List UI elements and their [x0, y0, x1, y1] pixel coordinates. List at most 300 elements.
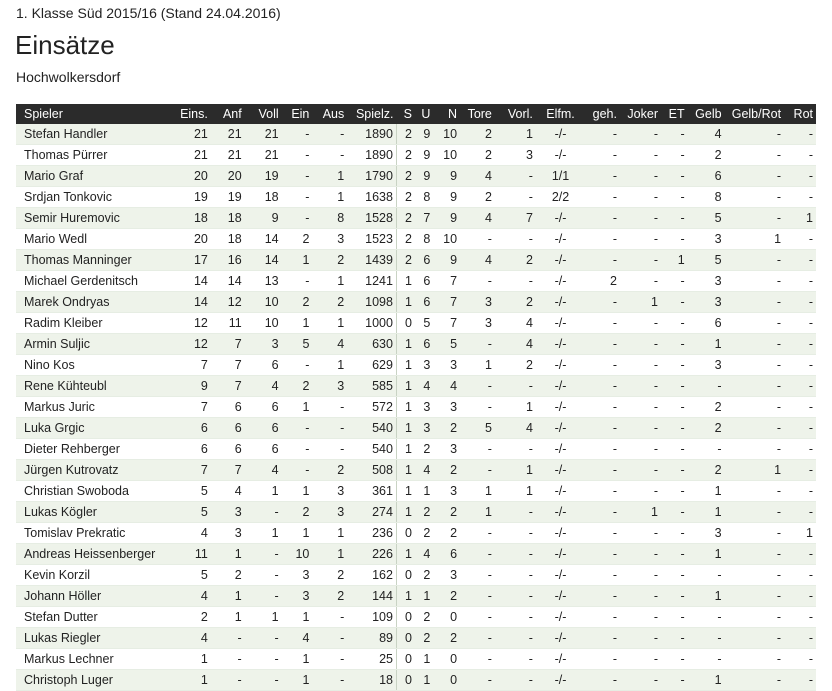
- cell-elfm: 2/2: [536, 187, 585, 208]
- cell-anf: 7: [211, 376, 245, 397]
- cell-elfm: -/-: [536, 313, 585, 334]
- cell-spielz: 630: [347, 334, 396, 355]
- cell-et: -: [661, 124, 688, 145]
- cell-u: 2: [415, 628, 433, 649]
- cell-et: -: [661, 670, 688, 691]
- cell-rot: -: [784, 166, 816, 187]
- cell-n: 2: [433, 523, 460, 544]
- cell-gelb-rot: -: [725, 544, 784, 565]
- cell-voll: 21: [245, 145, 282, 166]
- cell-rot: 1: [784, 208, 816, 229]
- cell-n: 2: [433, 628, 460, 649]
- cell-geh: -: [585, 439, 620, 460]
- cell-u: 8: [415, 187, 433, 208]
- cell-spielz: 361: [347, 481, 396, 502]
- cell-elfm: -/-: [536, 334, 585, 355]
- cell-eins: 21: [170, 124, 211, 145]
- cell-n: 2: [433, 418, 460, 439]
- cell-ein: -: [282, 208, 313, 229]
- cell-anf: -: [211, 628, 245, 649]
- cell-vorl: 1: [495, 397, 536, 418]
- cell-eins: 5: [170, 502, 211, 523]
- cell-joker: -: [620, 313, 661, 334]
- cell-gelb: 4: [688, 124, 725, 145]
- cell-tore: -: [460, 271, 495, 292]
- cell-gelb: 6: [688, 166, 725, 187]
- cell-aus: -: [312, 670, 347, 691]
- cell-ein: 1: [282, 313, 313, 334]
- cell-aus: -: [312, 649, 347, 670]
- cell-n: 9: [433, 187, 460, 208]
- cell-tore: 2: [460, 124, 495, 145]
- cell-et: -: [661, 460, 688, 481]
- cell-gelb: 1: [688, 481, 725, 502]
- cell-u: 6: [415, 250, 433, 271]
- table-row: [16, 376, 816, 397]
- cell-u: 6: [415, 334, 433, 355]
- cell-s: 1: [396, 460, 414, 481]
- cell-vorl: 1: [495, 460, 536, 481]
- cell-rot: -: [784, 586, 816, 607]
- cell-eins: 2: [170, 607, 211, 628]
- cell-et: -: [661, 628, 688, 649]
- cell-gelb-rot: 1: [725, 229, 784, 250]
- cell-geh: -: [585, 292, 620, 313]
- cell-elfm: -/-: [536, 208, 585, 229]
- cell-vorl: 1: [495, 124, 536, 145]
- cell-n: 3: [433, 565, 460, 586]
- cell-aus: -: [312, 607, 347, 628]
- cell-u: 3: [415, 355, 433, 376]
- cell-eins: 14: [170, 271, 211, 292]
- cell-rot: -: [784, 124, 816, 145]
- cell-elfm: -/-: [536, 229, 585, 250]
- cell-voll: -: [245, 670, 282, 691]
- column-header-s: S: [396, 104, 414, 124]
- cell-eins: 11: [170, 544, 211, 565]
- cell-s: 0: [396, 523, 414, 544]
- cell-rot: -: [784, 355, 816, 376]
- cell-joker: -: [620, 376, 661, 397]
- cell-anf: 6: [211, 418, 245, 439]
- cell-u: 4: [415, 376, 433, 397]
- cell-elfm: -/-: [536, 124, 585, 145]
- cell-vorl: -: [495, 502, 536, 523]
- cell-n: 6: [433, 544, 460, 565]
- cell-eins: 7: [170, 397, 211, 418]
- cell-et: -: [661, 355, 688, 376]
- cell-vorl: -: [495, 523, 536, 544]
- cell-geh: -: [585, 397, 620, 418]
- table-row: [16, 586, 816, 607]
- cell-elfm: -/-: [536, 250, 585, 271]
- table-row: [16, 523, 816, 544]
- cell-spieler: Stefan Dutter: [16, 607, 170, 628]
- cell-gelb-rot: -: [725, 439, 784, 460]
- cell-spielz: 1241: [347, 271, 396, 292]
- column-header-et: ET: [661, 104, 688, 124]
- cell-gelb-rot: -: [725, 355, 784, 376]
- cell-vorl: 7: [495, 208, 536, 229]
- cell-gelb-rot: -: [725, 166, 784, 187]
- cell-gelb-rot: -: [725, 481, 784, 502]
- table-row: [16, 439, 816, 460]
- cell-spieler: Thomas Manninger: [16, 250, 170, 271]
- cell-spielz: 1638: [347, 187, 396, 208]
- cell-rot: -: [784, 481, 816, 502]
- cell-tore: -: [460, 460, 495, 481]
- cell-n: 10: [433, 124, 460, 145]
- table-row: [16, 166, 816, 187]
- cell-rot: -: [784, 334, 816, 355]
- cell-elfm: -/-: [536, 481, 585, 502]
- column-header-u: U: [415, 104, 433, 124]
- cell-et: -: [661, 292, 688, 313]
- cell-s: 1: [396, 271, 414, 292]
- cell-gelb: -: [688, 439, 725, 460]
- cell-gelb: 3: [688, 229, 725, 250]
- cell-et: -: [661, 229, 688, 250]
- cell-n: 7: [433, 292, 460, 313]
- cell-et: -: [661, 397, 688, 418]
- cell-voll: 10: [245, 313, 282, 334]
- cell-vorl: 2: [495, 250, 536, 271]
- cell-spieler: Christoph Luger: [16, 670, 170, 691]
- column-header-tore: Tore: [460, 104, 495, 124]
- cell-gelb: 3: [688, 292, 725, 313]
- cell-tore: 2: [460, 187, 495, 208]
- cell-eins: 20: [170, 229, 211, 250]
- cell-aus: -: [312, 628, 347, 649]
- cell-rot: -: [784, 544, 816, 565]
- cell-s: 1: [396, 544, 414, 565]
- cell-vorl: -: [495, 271, 536, 292]
- cell-voll: 3: [245, 334, 282, 355]
- cell-tore: 1: [460, 355, 495, 376]
- cell-aus: 1: [312, 271, 347, 292]
- cell-vorl: 3: [495, 145, 536, 166]
- cell-tore: -: [460, 586, 495, 607]
- cell-vorl: -: [495, 544, 536, 565]
- cell-n: 9: [433, 166, 460, 187]
- cell-aus: 2: [312, 586, 347, 607]
- cell-u: 5: [415, 313, 433, 334]
- cell-u: 9: [415, 124, 433, 145]
- cell-anf: 19: [211, 187, 245, 208]
- cell-ein: 5: [282, 334, 313, 355]
- cell-et: -: [661, 271, 688, 292]
- cell-rot: -: [784, 187, 816, 208]
- column-header-rot: Rot: [784, 104, 816, 124]
- cell-gelb-rot: -: [725, 586, 784, 607]
- cell-tore: 4: [460, 208, 495, 229]
- cell-gelb-rot: -: [725, 124, 784, 145]
- cell-anf: 11: [211, 313, 245, 334]
- cell-geh: -: [585, 460, 620, 481]
- cell-et: 1: [661, 250, 688, 271]
- cell-rot: -: [784, 628, 816, 649]
- column-header-spielz: Spielz.: [347, 104, 396, 124]
- table-row: [16, 397, 816, 418]
- cell-ein: 2: [282, 376, 313, 397]
- cell-u: 1: [415, 670, 433, 691]
- cell-aus: 2: [312, 292, 347, 313]
- cell-et: -: [661, 145, 688, 166]
- cell-tore: 3: [460, 292, 495, 313]
- cell-voll: 13: [245, 271, 282, 292]
- cell-joker: -: [620, 460, 661, 481]
- cell-elfm: -/-: [536, 397, 585, 418]
- table-row: [16, 565, 816, 586]
- cell-aus: -: [312, 124, 347, 145]
- table-row: [16, 670, 816, 691]
- cell-voll: 4: [245, 376, 282, 397]
- cell-vorl: 4: [495, 313, 536, 334]
- cell-s: 1: [396, 586, 414, 607]
- cell-spielz: 1098: [347, 292, 396, 313]
- cell-geh: -: [585, 586, 620, 607]
- cell-s: 1: [396, 418, 414, 439]
- cell-gelb-rot: 1: [725, 460, 784, 481]
- cell-anf: 2: [211, 565, 245, 586]
- cell-ein: 1: [282, 250, 313, 271]
- cell-gelb: 2: [688, 418, 725, 439]
- cell-n: 3: [433, 397, 460, 418]
- cell-elfm: -/-: [536, 523, 585, 544]
- cell-aus: 3: [312, 376, 347, 397]
- cell-spielz: 109: [347, 607, 396, 628]
- cell-s: 0: [396, 607, 414, 628]
- cell-eins: 1: [170, 670, 211, 691]
- cell-u: 2: [415, 439, 433, 460]
- cell-geh: -: [585, 481, 620, 502]
- cell-eins: 4: [170, 586, 211, 607]
- cell-voll: 4: [245, 460, 282, 481]
- cell-gelb: 3: [688, 523, 725, 544]
- cell-eins: 18: [170, 208, 211, 229]
- cell-n: 2: [433, 586, 460, 607]
- cell-ein: 2: [282, 502, 313, 523]
- cell-u: 1: [415, 481, 433, 502]
- table-body: [16, 124, 816, 691]
- cell-voll: 18: [245, 187, 282, 208]
- cell-gelb-rot: -: [725, 376, 784, 397]
- cell-voll: 10: [245, 292, 282, 313]
- cell-ein: 3: [282, 586, 313, 607]
- cell-ein: 2: [282, 292, 313, 313]
- cell-et: -: [661, 481, 688, 502]
- cell-gelb: -: [688, 607, 725, 628]
- cell-gelb-rot: -: [725, 418, 784, 439]
- cell-aus: 4: [312, 334, 347, 355]
- cell-spieler: Jürgen Kutrovatz: [16, 460, 170, 481]
- cell-s: 1: [396, 397, 414, 418]
- cell-geh: -: [585, 187, 620, 208]
- cell-spielz: 1439: [347, 250, 396, 271]
- cell-gelb-rot: -: [725, 334, 784, 355]
- cell-joker: -: [620, 334, 661, 355]
- cell-geh: -: [585, 334, 620, 355]
- cell-et: -: [661, 313, 688, 334]
- cell-ein: 1: [282, 523, 313, 544]
- cell-joker: -: [620, 565, 661, 586]
- cell-ein: 1: [282, 481, 313, 502]
- cell-ein: 1: [282, 397, 313, 418]
- cell-vorl: -: [495, 670, 536, 691]
- cell-n: 7: [433, 271, 460, 292]
- cell-u: 1: [415, 586, 433, 607]
- cell-aus: 1: [312, 355, 347, 376]
- cell-geh: -: [585, 565, 620, 586]
- cell-ein: 1: [282, 670, 313, 691]
- cell-spieler: Johann Höller: [16, 586, 170, 607]
- cell-n: 3: [433, 439, 460, 460]
- cell-spielz: 1528: [347, 208, 396, 229]
- cell-et: -: [661, 208, 688, 229]
- cell-et: -: [661, 565, 688, 586]
- cell-joker: -: [620, 250, 661, 271]
- cell-spielz: 540: [347, 418, 396, 439]
- cell-gelb: 2: [688, 397, 725, 418]
- cell-s: 1: [396, 334, 414, 355]
- cell-et: -: [661, 418, 688, 439]
- cell-elfm: -/-: [536, 607, 585, 628]
- cell-elfm: -/-: [536, 628, 585, 649]
- cell-geh: -: [585, 145, 620, 166]
- cell-et: -: [661, 607, 688, 628]
- cell-eins: 7: [170, 460, 211, 481]
- cell-anf: 21: [211, 145, 245, 166]
- cell-voll: 6: [245, 439, 282, 460]
- cell-elfm: -/-: [536, 145, 585, 166]
- cell-eins: 9: [170, 376, 211, 397]
- cell-s: 1: [396, 292, 414, 313]
- cell-anf: 1: [211, 544, 245, 565]
- cell-spieler: Rene Kühteubl: [16, 376, 170, 397]
- cell-gelb-rot: -: [725, 565, 784, 586]
- cell-n: 3: [433, 481, 460, 502]
- cell-joker: -: [620, 355, 661, 376]
- cell-geh: -: [585, 124, 620, 145]
- cell-gelb: 1: [688, 334, 725, 355]
- cell-ein: -: [282, 166, 313, 187]
- column-header-geh: geh.: [585, 104, 620, 124]
- cell-eins: 6: [170, 439, 211, 460]
- cell-joker: -: [620, 145, 661, 166]
- cell-n: 2: [433, 502, 460, 523]
- cell-voll: -: [245, 649, 282, 670]
- cell-ein: 3: [282, 565, 313, 586]
- cell-geh: -: [585, 523, 620, 544]
- cell-spieler: Andreas Heissenberger: [16, 544, 170, 565]
- cell-ein: -: [282, 418, 313, 439]
- cell-u: 7: [415, 208, 433, 229]
- cell-eins: 1: [170, 649, 211, 670]
- cell-gelb-rot: -: [725, 187, 784, 208]
- cell-eins: 4: [170, 628, 211, 649]
- cell-et: -: [661, 376, 688, 397]
- cell-spielz: 144: [347, 586, 396, 607]
- cell-s: 1: [396, 355, 414, 376]
- cell-n: 2: [433, 460, 460, 481]
- cell-et: -: [661, 439, 688, 460]
- cell-gelb-rot: -: [725, 292, 784, 313]
- cell-rot: -: [784, 502, 816, 523]
- cell-spielz: 540: [347, 439, 396, 460]
- cell-tore: 4: [460, 250, 495, 271]
- cell-anf: 16: [211, 250, 245, 271]
- cell-anf: 12: [211, 292, 245, 313]
- cell-voll: -: [245, 502, 282, 523]
- cell-anf: 20: [211, 166, 245, 187]
- cell-aus: 1: [312, 523, 347, 544]
- cell-joker: -: [620, 649, 661, 670]
- cell-gelb: -: [688, 628, 725, 649]
- column-header-anf: Anf: [211, 104, 245, 124]
- cell-tore: -: [460, 565, 495, 586]
- cell-aus: 1: [312, 544, 347, 565]
- cell-rot: -: [784, 439, 816, 460]
- table-row: [16, 208, 816, 229]
- cell-tore: 3: [460, 313, 495, 334]
- cell-anf: -: [211, 670, 245, 691]
- cell-spieler: Mario Wedl: [16, 229, 170, 250]
- cell-gelb: -: [688, 649, 725, 670]
- table-row: [16, 418, 816, 439]
- cell-vorl: -: [495, 376, 536, 397]
- cell-eins: 20: [170, 166, 211, 187]
- cell-joker: -: [620, 481, 661, 502]
- cell-anf: 1: [211, 607, 245, 628]
- cell-geh: -: [585, 628, 620, 649]
- cell-gelb-rot: -: [725, 250, 784, 271]
- cell-aus: 1: [312, 313, 347, 334]
- cell-joker: -: [620, 208, 661, 229]
- cell-ein: -: [282, 145, 313, 166]
- cell-ein: -: [282, 460, 313, 481]
- cell-joker: -: [620, 670, 661, 691]
- cell-geh: -: [585, 670, 620, 691]
- cell-s: 0: [396, 313, 414, 334]
- cell-s: 2: [396, 250, 414, 271]
- cell-s: 1: [396, 376, 414, 397]
- cell-gelb: 1: [688, 544, 725, 565]
- cell-u: 4: [415, 544, 433, 565]
- cell-spieler: Tomislav Prekratic: [16, 523, 170, 544]
- cell-geh: -: [585, 544, 620, 565]
- cell-elfm: -/-: [536, 418, 585, 439]
- cell-spielz: 226: [347, 544, 396, 565]
- cell-spieler: Armin Suljic: [16, 334, 170, 355]
- cell-vorl: 4: [495, 334, 536, 355]
- cell-gelb: -: [688, 565, 725, 586]
- cell-eins: 12: [170, 313, 211, 334]
- cell-gelb-rot: -: [725, 397, 784, 418]
- cell-spieler: Radim Kleiber: [16, 313, 170, 334]
- cell-aus: 3: [312, 481, 347, 502]
- page-subtitle: 1. Klasse Süd 2015/16 (Stand 24.04.2016): [16, 5, 281, 21]
- cell-tore: 2: [460, 145, 495, 166]
- cell-spielz: 1890: [347, 124, 396, 145]
- cell-voll: 6: [245, 355, 282, 376]
- cell-spieler: Nino Kos: [16, 355, 170, 376]
- cell-ein: 10: [282, 544, 313, 565]
- cell-tore: -: [460, 544, 495, 565]
- cell-geh: -: [585, 502, 620, 523]
- cell-anf: 4: [211, 481, 245, 502]
- cell-vorl: -: [495, 439, 536, 460]
- cell-u: 2: [415, 565, 433, 586]
